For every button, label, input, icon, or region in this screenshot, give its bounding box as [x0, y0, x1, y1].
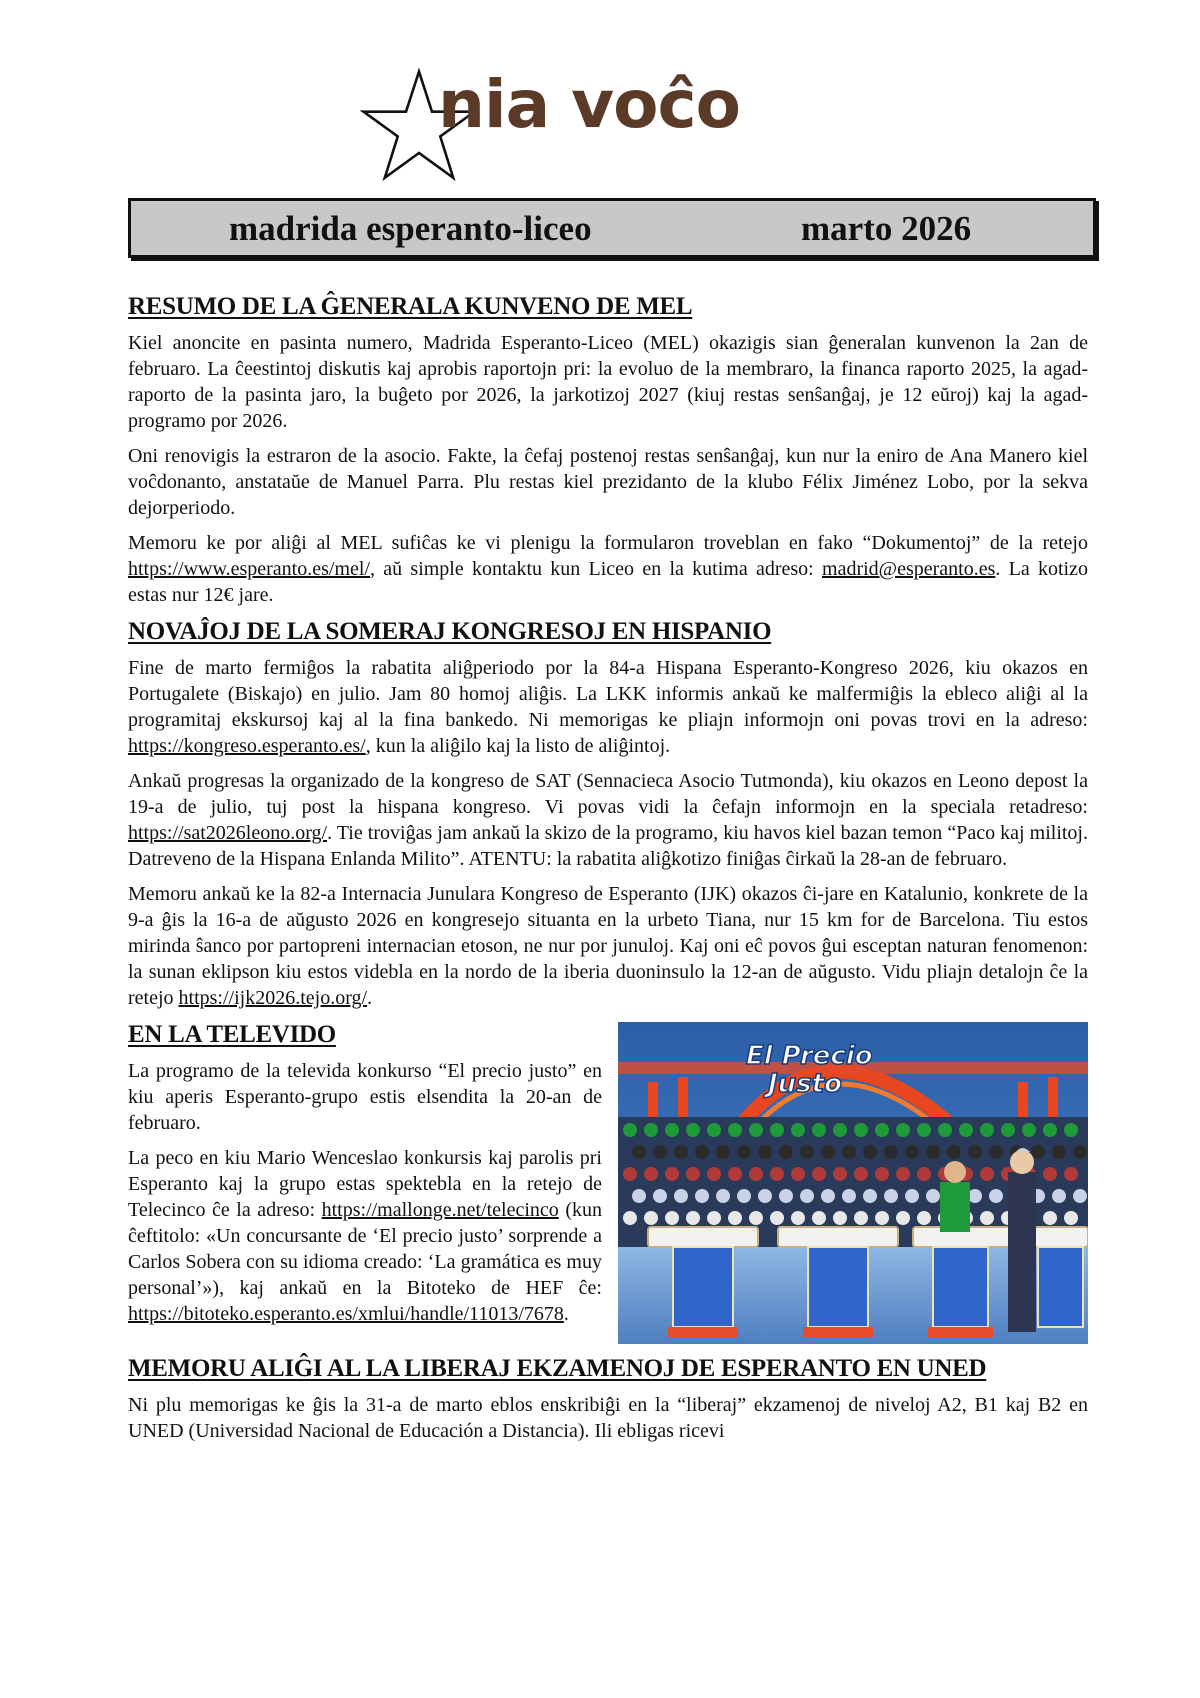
audience-member [821, 1145, 835, 1159]
title-banner [128, 198, 1096, 258]
section-title: RESUMO DE LA ĜENERALA KUNVENO DE MEL [128, 293, 693, 320]
text: , kun la aliĝilo kaj la listo de aliĝintoj. [365, 735, 671, 757]
audience-member [623, 1123, 637, 1137]
audience-member [896, 1167, 910, 1181]
audience-member [716, 1145, 730, 1159]
audience-member [686, 1211, 700, 1225]
audience-member [644, 1211, 658, 1225]
photo-sign-text-1: El Precio [746, 1041, 873, 1071]
section-title: EN LA TELEVIDO [128, 1021, 336, 1048]
paragraph [128, 768, 1088, 872]
telecinco-link[interactable]: https://mallonge.net/telecinco [321, 1199, 559, 1221]
audience-member [779, 1189, 793, 1203]
audience-member [938, 1123, 952, 1137]
audience-member [1052, 1189, 1066, 1203]
audience-member [653, 1145, 667, 1159]
audience-member [959, 1123, 973, 1137]
text: Memoru ke por aliĝi al MEL sufiĉas ke vi plenigu la formularon troveblan en fako “Dokumentoj” de la retejo [128, 532, 1088, 554]
issue-date: marto 2026 [801, 209, 972, 248]
audience-member [686, 1123, 700, 1137]
audience-member [1064, 1167, 1078, 1181]
text: . [563, 1303, 569, 1325]
audience-member [854, 1211, 868, 1225]
audience-member [863, 1189, 877, 1203]
text: Ankaŭ progresas la organizado de la kongreso de SAT (Sennacieca Asocio Tutmonda), kiu okazos en Leono depost la 19-a de julio, tuj post la hispana kongreso. Vi povas vidi la ĉefajn informojn en la speciala retadreso: [128, 770, 1088, 818]
newsletter-logo: nia voĉo [438, 66, 740, 143]
audience-member [1073, 1189, 1087, 1203]
audience-member [770, 1123, 784, 1137]
paragraph [128, 881, 1088, 1011]
audience-member [695, 1145, 709, 1159]
audience-member [833, 1211, 847, 1225]
audience-member [842, 1189, 856, 1203]
paragraph: Ni plu memorigas ke ĝis la 31-a de marto eblos enskribiĝi en la “liberaj” ekzamenoj de niveloj A2, B1 kaj B2 en UNED (Universidad Nacional de Educación a Distancia). Ili ebligas ricevi [128, 1394, 1088, 1442]
audience-member [665, 1123, 679, 1137]
audience-member [989, 1145, 1003, 1159]
paragraph [128, 530, 1088, 608]
audience-member [737, 1189, 751, 1203]
tv-studio-image [618, 1022, 1088, 1344]
text: , aŭ simple kontaktu kun Liceo en la kutima adreso: [370, 558, 823, 580]
mel-website-link[interactable]: https://www.esperanto.es/mel/ [128, 558, 370, 580]
audience-member [1043, 1167, 1057, 1181]
photo-sign-text-2: Justo [768, 1069, 842, 1099]
audience-member [875, 1123, 889, 1137]
audience-member [833, 1167, 847, 1181]
congress-link[interactable]: https://kongreso.esperanto.es/ [128, 735, 366, 757]
audience-member [875, 1167, 889, 1181]
audience-member [884, 1189, 898, 1203]
sat-link[interactable]: https://sat2026leono.org/ [128, 822, 328, 844]
audience-member [1001, 1123, 1015, 1137]
audience-member [896, 1123, 910, 1137]
audience-member [758, 1145, 772, 1159]
audience-member [917, 1211, 931, 1225]
audience-member [854, 1167, 868, 1181]
organization-name: madrida esperanto-liceo [229, 209, 592, 248]
audience-member [791, 1167, 805, 1181]
audience-member [896, 1211, 910, 1225]
audience-member [821, 1189, 835, 1203]
audience-member [1043, 1211, 1057, 1225]
audience-member [980, 1167, 994, 1181]
audience-member [644, 1123, 658, 1137]
section-uned-exams [128, 1354, 1088, 1444]
audience-member [728, 1211, 742, 1225]
section-general-meeting [128, 292, 1088, 608]
paragraph: La programo de la televida konkurso “El precio justo” en kiu aperis Esperanto-grupo estis elsendita la 20-an de februaro. [128, 1060, 602, 1134]
audience-member [707, 1123, 721, 1137]
ijk-link[interactable]: https://ijk2026.tejo.org/ [178, 987, 368, 1009]
audience-member [926, 1145, 940, 1159]
paragraph [128, 655, 1088, 759]
section-title: MEMORU ALIĜI AL LA LIBERAJ EKZAMENOJ DE ESPERANTO EN UNED [128, 1355, 987, 1382]
audience-member [674, 1189, 688, 1203]
audience-member [1064, 1123, 1078, 1137]
audience-member [1052, 1145, 1066, 1159]
audience-member [968, 1189, 982, 1203]
audience-member [674, 1145, 688, 1159]
audience-member [980, 1123, 994, 1137]
audience-member [644, 1167, 658, 1181]
audience-member [1022, 1123, 1036, 1137]
audience-member [791, 1123, 805, 1137]
audience-member [665, 1211, 679, 1225]
audience-member [812, 1123, 826, 1137]
audience-member [842, 1145, 856, 1159]
text: . La kotizo estas nur 12€ jare. [128, 558, 1088, 606]
audience-member [686, 1167, 700, 1181]
audience-member [1031, 1145, 1045, 1159]
section-summer-congresses [128, 617, 1088, 1011]
audience-member [653, 1189, 667, 1203]
audience-member [800, 1145, 814, 1159]
audience-member [947, 1145, 961, 1159]
audience-member [728, 1123, 742, 1137]
audience-member [632, 1145, 646, 1159]
text: Fine de marto fermiĝos la rabatita aliĝperiodo por la 84-a Hispana Esperanto-Kongreso 2026, kiu okazos en Portugalete (Biskajo) en julio. Jam 80 homoj aliĝis. La LKK informis ankaŭ ke malfermiĝis la ebleco aliĝi al la programitaj ekskursoj kaj al la fina bankedo. Ni memorigas ke pliajn informojn oni povas trovi en la adreso: [128, 657, 1088, 731]
audience-member [758, 1189, 772, 1203]
audience-member [833, 1123, 847, 1137]
audience-member [749, 1167, 763, 1181]
audience-member [884, 1145, 898, 1159]
text: La peco en kiu Mario Wenceslao konkursis kaj parolis pri Esperanto kaj la grupo estas spektebla en la retejo de Telecinco ĉe la adreso: [128, 1147, 602, 1221]
audience-member [770, 1167, 784, 1181]
audience-member [695, 1189, 709, 1203]
audience-member [749, 1123, 763, 1137]
audience-member [737, 1145, 751, 1159]
email-link[interactable]: madrid@esperanto.es [822, 558, 996, 580]
audience-member [812, 1211, 826, 1225]
audience-member [854, 1123, 868, 1137]
audience-member [917, 1123, 931, 1137]
audience-member [968, 1145, 982, 1159]
masthead [0, 60, 1200, 190]
audience-member [632, 1189, 646, 1203]
text: . [367, 987, 373, 1009]
audience-member [749, 1211, 763, 1225]
section-television [128, 1020, 1088, 1350]
tv-show-photo [618, 1022, 1088, 1344]
section-title: NOVAĴOJ DE LA SOMERAJ KONGRESOJ EN HISPANIO [128, 618, 772, 645]
audience-member [863, 1145, 877, 1159]
paragraph: Kiel anoncite en pasinta numero, Madrida Esperanto-Liceo (MEL) okazigis sian ĝeneralan kunvenon la 2an de februaro. La ĉeestintoj diskutis kaj aprobis raportojn pri: la evoluo de la membraro, la financa raporto 2025, la agad-raporto de la pasinta jaro, la buĝeto por 2026, la jarkotizoj 2027 (kiuj restas senŝanĝaj, je 12 eŭroj) kaj la agad-programo por 2026. [128, 332, 1088, 432]
audience-member [707, 1211, 721, 1225]
paragraph: Oni renovigis la estraron de la asocio. Fakte, la ĉefaj postenoj restas senŝanĝaj, kun nur la eniro de Ana Manero kiel voĉdonanto, anstataŭe de Manuel Parra. Plu restas kiel prezidanto de la klubo Félix Jiménez Lobo, por la sekva dejorperiodo. [128, 445, 1088, 519]
text: . Tie troviĝas jam ankaŭ la skizo de la programo, kiu havos kiel bazan temon “Paco kaj militoj. Datreveno de la Hispana Enlanda Milito”. ATENTU: la rabatita aliĝkotizo finiĝas ĉirkaŭ la 28-an de februaro. [128, 822, 1088, 870]
audience-member [905, 1145, 919, 1159]
audience-member [779, 1145, 793, 1159]
audience-member [905, 1189, 919, 1203]
audience-member [812, 1167, 826, 1181]
audience-member [800, 1189, 814, 1203]
article-content [128, 292, 1088, 1453]
bitoteko-link[interactable]: https://bitoteko.esperanto.es/xmlui/handle/11013/7678 [128, 1303, 564, 1325]
audience-member [926, 1189, 940, 1203]
text: Memoru ankaŭ ke la 82-a Internacia Junulara Kongreso de Esperanto (IJK) okazos ĉi-jare en Katalunio, konkrete de la 9-a ĝis la 16-a de aŭgusto 2026 en kongresejo situanta en la urbeto Tiana, nur 15 km for de Barcelona. Tiu estos mirinda ŝanco por partopreni internacian etoson, ne nur por junuloj. Kaj oni eĉ povos ĝui esceptan naturan fenomenon: la sunan eklipson kiu estos videbla en la nordo de la iberia duoninsulo la 12-an de aŭgusto. Vidu pliajn detalojn ĉe la retejo [128, 883, 1088, 1009]
audience-member [989, 1189, 1003, 1203]
audience-member [770, 1211, 784, 1225]
audience-member [791, 1211, 805, 1225]
audience-member [1064, 1211, 1078, 1225]
audience-member [707, 1167, 721, 1181]
audience-member [980, 1211, 994, 1225]
audience-member [623, 1211, 637, 1225]
audience-member [728, 1167, 742, 1181]
audience-member [716, 1189, 730, 1203]
text: (kun ĉeftitolo: «Un concursante de ‘El precio justo’ sorprende a Carlos Sobera con su idioma creado: ‘La gramática es muy personal’»), kaj ankaŭ en la Bitoteko de HEF ĉe: [128, 1199, 602, 1299]
audience-member [875, 1211, 889, 1225]
audience-member [1073, 1145, 1087, 1159]
audience-member [917, 1167, 931, 1181]
audience-member [665, 1167, 679, 1181]
audience-member [623, 1167, 637, 1181]
audience-member [1043, 1123, 1057, 1137]
